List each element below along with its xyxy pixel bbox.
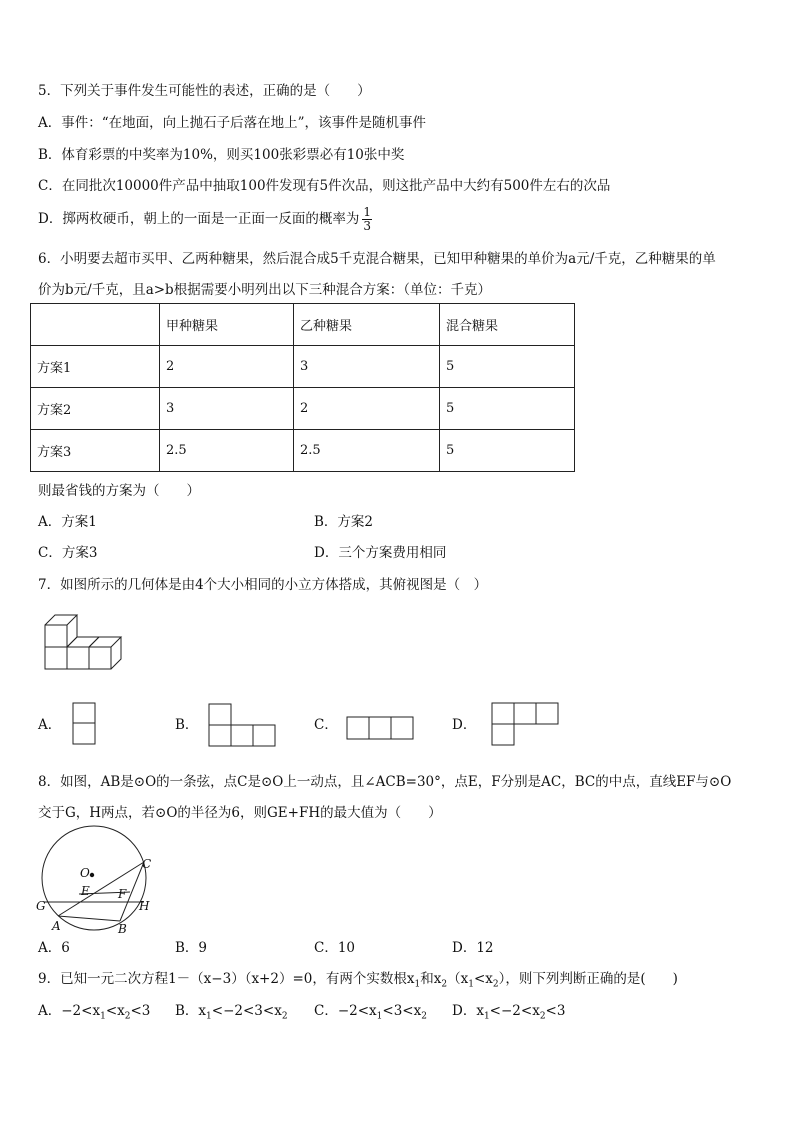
q9-a-sub2: 2 bbox=[124, 1011, 131, 1022]
q8-label-f: F bbox=[118, 887, 127, 901]
q9-option-b bbox=[175, 1002, 288, 1026]
q5-option-c: C．在同批次10000件产品中抽取100件发现有5件次品，则这批产品中大约有500件左右的次品 bbox=[38, 178, 611, 194]
q7-stem: 7．如图所示的几何体是由4个大小相同的小立方体搭成，其俯视图是（ ） bbox=[38, 577, 488, 593]
q8-option-b: B．9 bbox=[175, 940, 208, 956]
q9-c-sub1: 1 bbox=[376, 1011, 383, 1022]
q9-option-a bbox=[38, 1002, 150, 1026]
q6-stem-line2: 价为b元/千克，且a>b根据需要小明列出以下三种混合方案：（单位：千克） bbox=[38, 282, 491, 298]
table-header-cell: 甲种糖果 bbox=[160, 304, 294, 346]
q6-option-c: C．方案3 bbox=[38, 545, 98, 561]
q8-label-b: B bbox=[118, 922, 127, 936]
q6-plan-table bbox=[30, 303, 575, 472]
table-cell: 3 bbox=[294, 346, 440, 388]
q8-circle-figure bbox=[34, 828, 164, 938]
table-cell: 2 bbox=[160, 346, 294, 388]
table-cell: 5 bbox=[440, 346, 575, 388]
q9-a-sub1: 1 bbox=[100, 1011, 106, 1022]
q9-stem-mid: 和x bbox=[420, 971, 442, 987]
q9-a-mid: <x bbox=[105, 1003, 125, 1019]
q7-option-c-view bbox=[346, 716, 416, 742]
table-cell: 2.5 bbox=[160, 430, 294, 472]
table-cell: 3 bbox=[160, 388, 294, 430]
q8-label-g: G bbox=[36, 899, 46, 913]
q9-d-sub1: 1 bbox=[483, 1011, 490, 1022]
q5-option-d-text: D．掷两枚硬币，朝上的一面是一正面一反面的概率为 bbox=[38, 211, 360, 227]
q9-stem-pre: 9．已知一元二次方程1－（x−3）（x+2）=0，有两个实数根x bbox=[38, 971, 415, 987]
q9-stem-post: ），则下列判断正确的是( ) bbox=[498, 971, 678, 987]
q8-stem-line2: 交于G，H两点，若⊙O的半径为6，则GE+FH的最大值为（ ） bbox=[38, 805, 442, 821]
q7-option-c-label: C． bbox=[314, 717, 338, 733]
q9-c-sub2: 2 bbox=[421, 1011, 427, 1022]
q7-option-d-view bbox=[491, 702, 561, 748]
q7-option-b-label: B． bbox=[175, 717, 199, 733]
q5-fraction bbox=[362, 206, 372, 233]
q7-option-a-label: A． bbox=[38, 717, 62, 733]
q9-a-post: <3 bbox=[130, 1003, 151, 1019]
q8-option-c: C．10 bbox=[314, 940, 356, 956]
q9-b-sub2: 2 bbox=[281, 1011, 288, 1022]
q6-option-a: A．方案1 bbox=[38, 514, 97, 530]
q9-a-pre: A．−2<x bbox=[38, 1003, 101, 1019]
q5-option-d bbox=[38, 206, 372, 233]
q9-sub: 2 bbox=[492, 979, 499, 990]
q8-label-h: H bbox=[139, 899, 150, 913]
q6-stem-line1: 6．小明要去超市买甲、乙两种糖果，然后混合成5千克混合糖果，已知甲种糖果的单价为a元/千克，乙种糖果的单 bbox=[38, 251, 716, 267]
q7-option-d-label: D． bbox=[452, 717, 477, 733]
table-cell: 方案1 bbox=[31, 346, 160, 388]
q8-label-o: O bbox=[80, 866, 90, 880]
table-row bbox=[31, 388, 575, 430]
q6-option-d: D．三个方案费用相同 bbox=[314, 545, 447, 561]
q8-label-a: A bbox=[52, 919, 61, 933]
q8-label-e: E bbox=[81, 884, 90, 898]
q9-b-sub1: 1 bbox=[206, 1011, 212, 1022]
q9-d-sub2: 2 bbox=[539, 1011, 546, 1022]
table-cell: 方案2 bbox=[31, 388, 160, 430]
q9-c-pre: C．−2<x bbox=[314, 1003, 377, 1019]
q9-stem-lt: <x bbox=[473, 971, 493, 987]
q9-c-mid: <3<x bbox=[382, 1003, 422, 1019]
q5-fraction-denominator: 3 bbox=[363, 219, 371, 233]
table-header-cell: 混合糖果 bbox=[440, 304, 575, 346]
q9-b-pre: B．x bbox=[175, 1003, 207, 1019]
q9-sub: 1 bbox=[468, 979, 474, 990]
q7-option-b-view bbox=[208, 703, 278, 749]
q5-fraction-numerator: 1 bbox=[363, 205, 371, 219]
q8-option-a: A．6 bbox=[38, 940, 70, 956]
q9-d-post: <3 bbox=[545, 1003, 566, 1019]
q8-stem-line1: 8．如图，AB是⊙O的一条弦，点C是⊙O上一动点，且∠ACB=30°，点E，F分别是AC，BC的中点，直线EF与⊙O bbox=[38, 774, 732, 790]
q9-stem bbox=[38, 970, 678, 994]
table-header-cell: 乙种糖果 bbox=[294, 304, 440, 346]
q5-option-a: A．事件：“在地面，向上抛石子后落在地上”，该事件是随机事件 bbox=[38, 115, 427, 131]
q6-option-b: B．方案2 bbox=[314, 514, 374, 530]
q8-option-d: D．12 bbox=[452, 940, 494, 956]
q8-label-c: C bbox=[142, 857, 152, 871]
table-cell: 5 bbox=[440, 388, 575, 430]
q5-stem: 5．下列关于事件发生可能性的表述，正确的是（ ） bbox=[38, 83, 371, 99]
table-header-cell bbox=[31, 304, 160, 346]
table-cell: 2.5 bbox=[294, 430, 440, 472]
q7-option-a-view bbox=[72, 702, 98, 746]
table-cell: 方案3 bbox=[31, 430, 160, 472]
table-cell: 2 bbox=[294, 388, 440, 430]
q9-stem-paren: （x bbox=[447, 971, 469, 987]
q9-sub: 2 bbox=[441, 979, 448, 990]
q6-question: 则最省钱的方案为（ ） bbox=[38, 483, 200, 499]
q7-cube-figure bbox=[40, 610, 130, 670]
q8-center-point bbox=[90, 873, 94, 877]
table-header-row bbox=[31, 304, 575, 346]
q5-option-b: B．体育彩票的中奖率为10%，则买100张彩票必有10张中奖 bbox=[38, 147, 405, 163]
q9-d-mid: <−2<x bbox=[489, 1003, 540, 1019]
table-row bbox=[31, 346, 575, 388]
q9-sub: 1 bbox=[414, 979, 421, 990]
q9-option-d bbox=[452, 1002, 565, 1026]
table-row bbox=[31, 430, 575, 472]
q9-b-mid: <−2<3<x bbox=[211, 1003, 282, 1019]
q9-option-c bbox=[314, 1002, 427, 1026]
q9-d-pre: D．x bbox=[452, 1003, 484, 1019]
table-cell: 5 bbox=[440, 430, 575, 472]
